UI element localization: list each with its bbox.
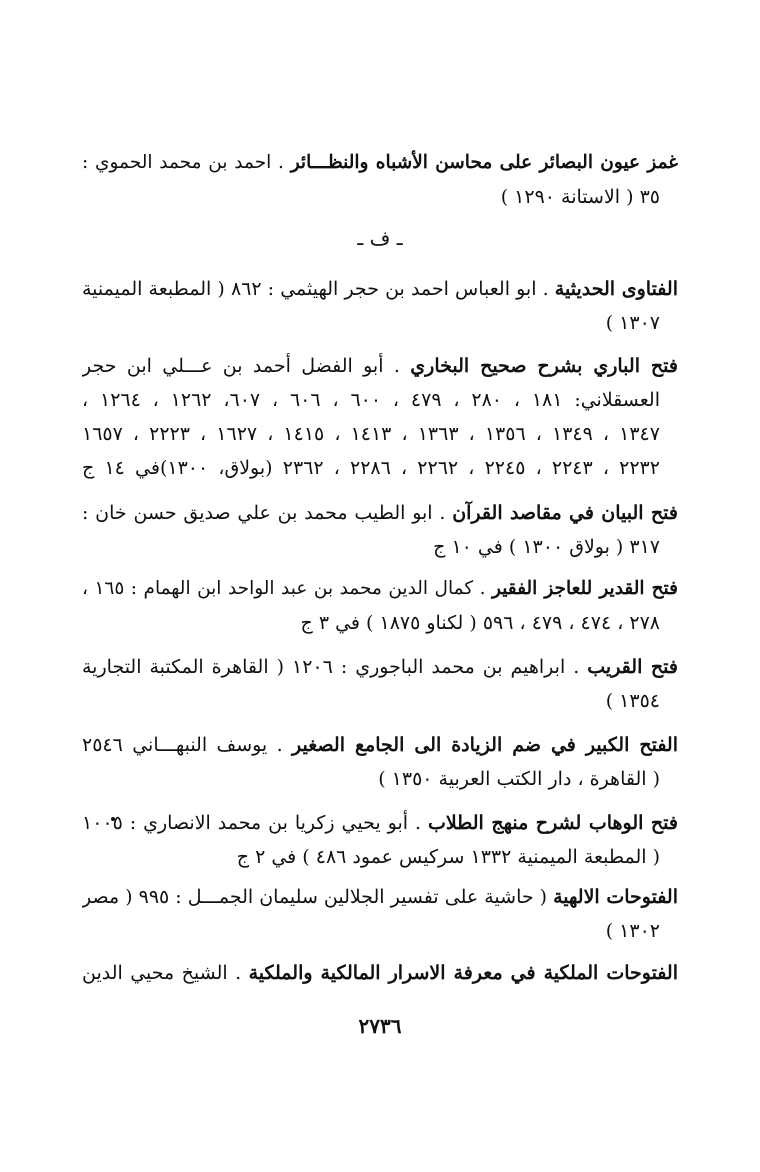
page-number: ٢٧٣٦ [358,1014,402,1038]
entry-line: ١٣٠٢ ) [605,920,660,942]
entry-title: فتح القدير للعاجز الفقير [492,578,678,599]
entry-line: ٢٧٨ ، ٤٧٤ ، ٤٧٩ ، ٥٩٦ ( لكناو ١٨٧٥ ) في ٣ ج [300,612,660,634]
entry-line: الفتوحات الملكية في معرفة الاسرار المالكية والملكية . الشيخ محيي الدين [82,962,678,984]
entry-line: ( القاهرة ، دار الكتب العربية ١٣٥٠ ) [378,768,660,790]
entry-line: فتح الباري بشرح صحيح البخاري . أبو الفضل أحمد بن عـــلي ابن حجر [82,355,678,377]
entry-line: الفتاوى الحديثية . ابو العباس احمد بن حجر الهيثمي : ٨٦٢ ( المطبعة الميمنية [82,278,678,300]
entry-futuhat-makkiyya [82,956,678,990]
section-letter: ـ ف ـ [357,226,403,250]
entry-line: فتح الوهاب لشرح منهج الطلاب . أبو يحيي زكريا بن محمد الانصاري : ١٠٠٥ [82,812,678,834]
entry-title: فتح الباري بشرح صحيح البخاري [410,355,678,377]
entry-title: فتح الوهاب لشرح منهج الطلاب [427,812,678,834]
entry-line: الفتح الكبير في ضم الزيادة الى الجامع الصغير . يوسف النبهـــاني ٢٥٤٦ [82,734,678,756]
entry-ghamz [82,146,678,214]
entry-al-fath-al-kabir [82,728,678,796]
entry-title: الفتح الكبير في ضم الزيادة الى الجامع الصغير [292,734,678,756]
entry-line: فتح البيان في مقاصد القرآن . ابو الطيب محمد بن علي صديق حسن خان : [82,502,678,524]
entry-line: غمز عيون البصائر على محاسن الأشباه والنظـــائر . احمد بن محمد الحموي : [82,152,678,173]
entry-line: فتح القدير للعاجز الفقير . كمال الدين محمد بن عبد الواحد ابن الهمام : ١٦٥ ، [82,578,678,599]
entry-futuhat-ilahiyya [82,880,678,948]
entry-fath-al-bari [82,349,678,485]
entry-line: ٢٢٣٢ ، ٢٢٤٣ ، ٢٢٤٥ ، ٢٢٦٢ ، ٢٢٨٦ ، ٢٣٦٢ (بولاق، ١٣٠٠)في ١٤ ج [82,457,660,479]
entry-title: غمز عيون البصائر على محاسن الأشباه والنظـــائر [290,152,678,173]
entry-line: ٣١٧ ( بولاق ١٣٠٠ ) في ١٠ ج [433,536,660,558]
entry-fath-al-qarib [82,650,678,718]
entry-line: الفتوحات الالهية ( حاشية على تفسير الجلالين سليمان الجمـــل : ٩٩٥ ( مصر [82,886,678,908]
entry-fath-al-qadir [82,572,678,640]
entry-line: ١٣٤٧ ، ١٣٤٩ ، ١٣٥٦ ، ١٣٦٣ ، ١٤١٣ ، ١٤١٥ ، ١٦٢٧ ، ٢٢٢٣ ، ١٦٥٧ [82,423,660,445]
entry-line: ٣٥ ( الاستانة ١٢٩٠ ) [500,186,660,208]
entry-line: ١٣٥٤ ) [605,690,660,712]
entry-title: فتح البيان في مقاصد القرآن [452,502,678,524]
entry-title: الفتاوى الحديثية [554,278,678,300]
entry-line: ( المطبعة الميمنية ١٣٣٢ سركيس عمود ٤٨٦ ) في ٢ ج [236,846,660,868]
entry-line: فتح القريب . ابراهيم بن محمد الباجوري : ١٢٠٦ ( القاهرة المكتبة التجارية [82,656,678,678]
entry-title: فتح القريب [587,656,678,678]
entry-line: العسقلاني: ١٨١ ، ٢٨٠ ، ٤٧٩ ، ٦٠٠ ، ٦٠٦ ، ٦٠٧، ١٢٦٢ ، ١٢٦٤ ، [82,389,660,411]
entry-fatawa-hadithiyya [82,272,678,340]
entry-line: ١٣٠٧ ) [605,312,660,334]
entry-fath-al-wahhab [82,806,678,874]
entry-title: الفتوحات الالهية [553,886,678,908]
entry-fath-al-bayan [82,496,678,564]
entry-title: الفتوحات الملكية في معرفة الاسرار المالكية والملكية [248,962,678,984]
